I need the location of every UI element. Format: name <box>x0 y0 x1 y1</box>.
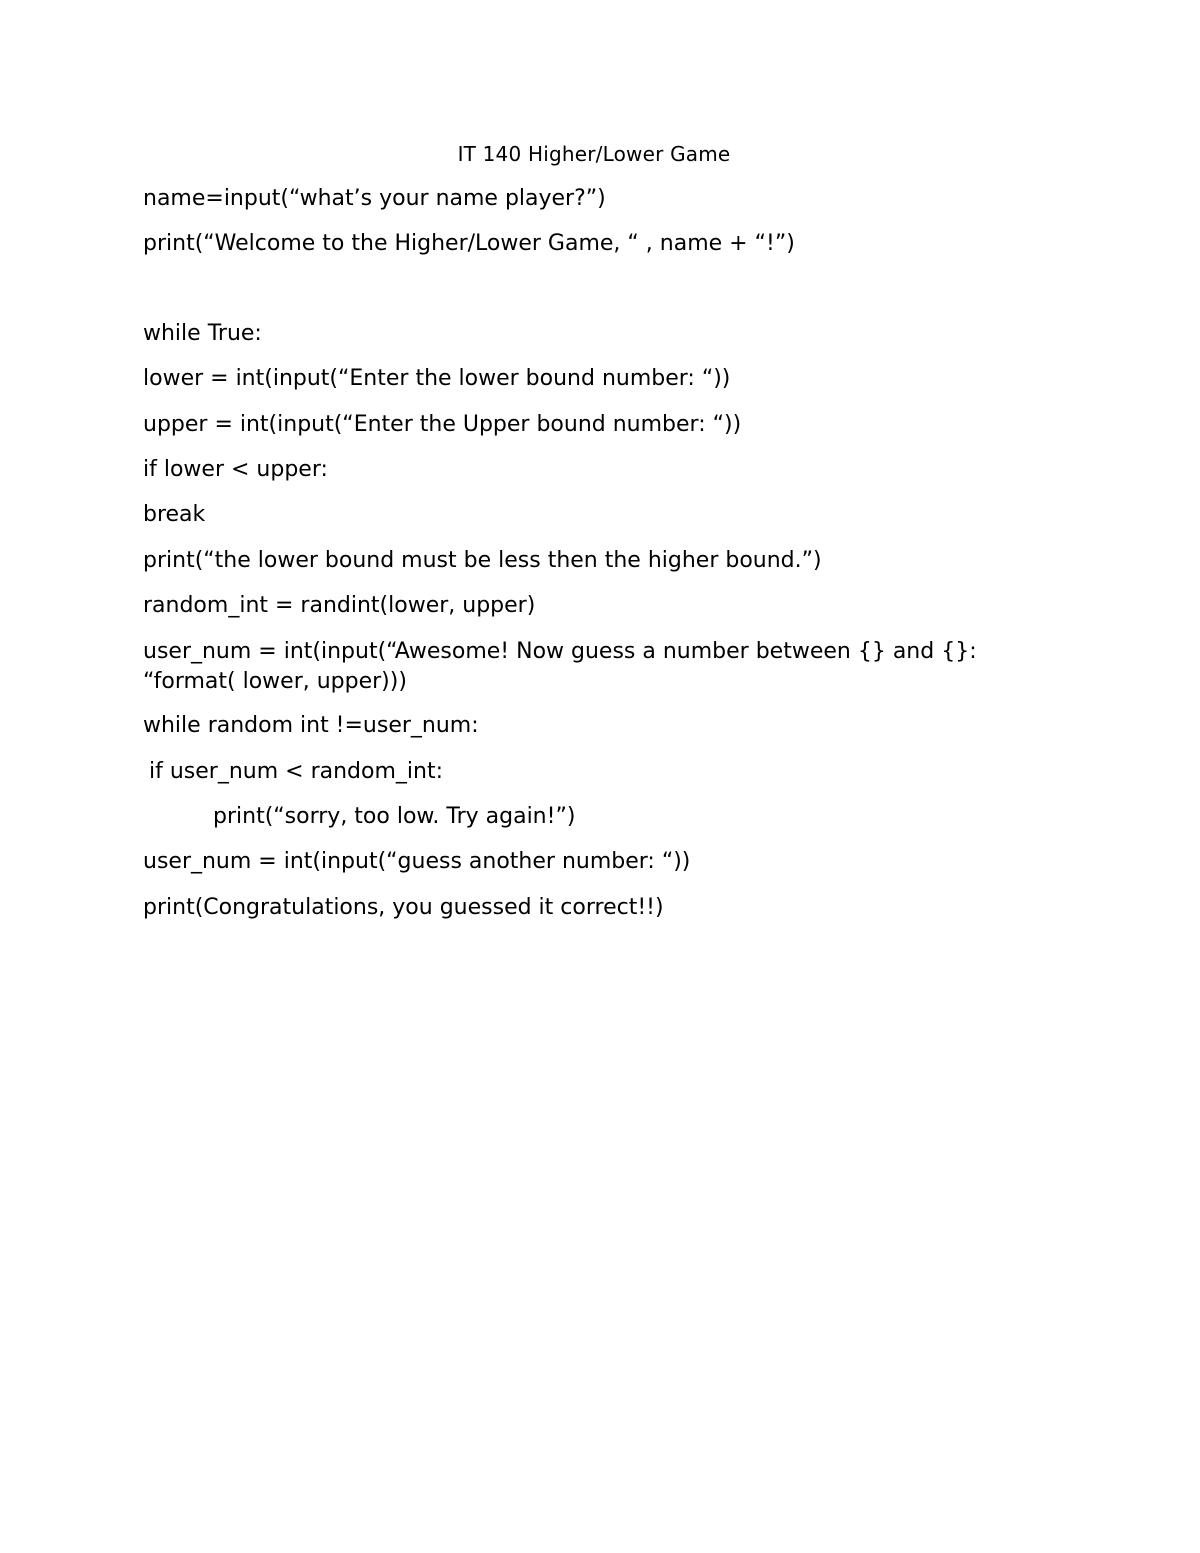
code-line-congratulations-print: print(Congratulations, you guessed it correct!!) <box>143 895 664 920</box>
code-line-upper-input: upper = int(input(“Enter the Upper bound number: “)) <box>143 412 742 437</box>
code-line-while-not-equal: while random int !=user_num: <box>143 713 479 738</box>
code-line-user-num-guess-continued: “format( lower, upper))) <box>143 669 407 694</box>
code-line-name-input: name=input(“what’s your name player?”) <box>143 186 606 211</box>
code-line-break: break <box>143 502 206 527</box>
code-line-if-too-low: if user_num < random_int: <box>149 759 443 784</box>
code-line-too-low-print: print(“sorry, too low. Try again!”) <box>213 804 576 829</box>
code-line-user-num-guess: user_num = int(input(“Awesome! Now guess a number between {} and {}: <box>143 639 977 664</box>
code-line-random-int: random_int = randint(lower, upper) <box>143 593 536 618</box>
code-line-bound-error-print: print(“the lower bound must be less then the higher bound.”) <box>143 548 822 573</box>
code-line-welcome-print: print(“Welcome to the Higher/Lower Game, “ , name + “!”) <box>143 231 795 256</box>
code-line-guess-another: user_num = int(input(“guess another number: “)) <box>143 849 691 874</box>
code-line-lower-input: lower = int(input(“Enter the lower bound number: “)) <box>143 366 731 391</box>
code-line-if-lower-upper: if lower < upper: <box>143 457 328 482</box>
code-line-while-true: while True: <box>143 321 262 346</box>
document-title: IT 140 Higher/Lower Game <box>457 142 731 166</box>
